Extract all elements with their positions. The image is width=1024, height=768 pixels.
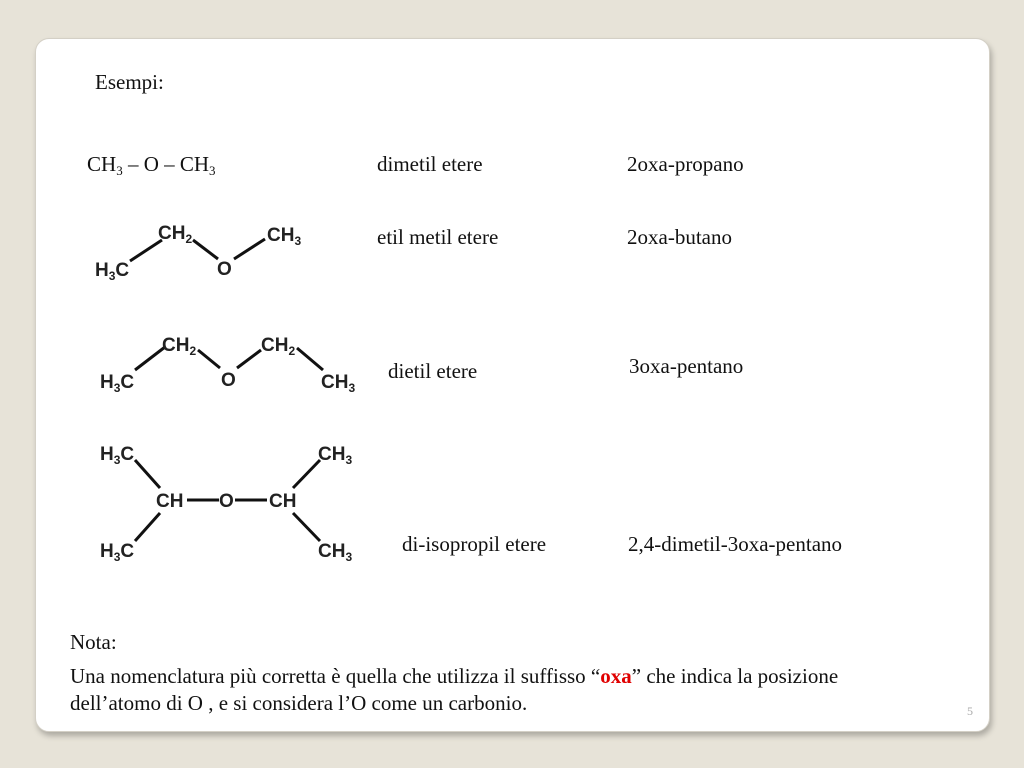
ch3-label: $CH_3$: [318, 444, 353, 467]
h3c-label: $H_3C$: [100, 372, 135, 395]
ch3-label: $CH_3$: [321, 372, 356, 395]
ch-label: CH: [156, 491, 184, 512]
common-name: etil metil etere: [377, 225, 499, 249]
h3c-label: $H_3C$: [100, 444, 135, 467]
formula-subscript: 3: [209, 163, 216, 178]
ch3-label: $CH_3$: [267, 225, 302, 248]
h3c-label: $H_3C$: [95, 260, 130, 283]
formula-part: CH: [87, 152, 117, 176]
note-text-before: Una nomenclatura più corretta è quella che utilizza il suffisso “: [70, 664, 601, 688]
note-text: [70, 663, 930, 718]
common-name: dietil etere: [388, 359, 478, 383]
note-highlight: oxa: [600, 664, 632, 688]
oxygen-label: O: [219, 491, 234, 512]
ch2-label: $CH_2$: [261, 335, 296, 358]
note-label: Nota:: [70, 630, 117, 654]
iupac-name: 2,4-dimetil-3oxa-pentano: [628, 532, 843, 556]
diisopropyl-ether-structure: [95, 438, 365, 568]
ch-label: CH: [269, 491, 297, 512]
common-name: di-isopropil etere: [402, 532, 547, 556]
ch3-label: $CH_3$: [318, 541, 353, 564]
note-text-after: ” che indica la posizione dell’atomo di O , e si considera l’O come un carbonio.: [70, 664, 839, 716]
common-name: dimetil etere: [377, 152, 483, 176]
oxygen-label: O: [221, 370, 236, 391]
iupac-name: 2oxa-propano: [627, 152, 744, 176]
formula-part: – O – CH: [122, 152, 210, 176]
formula-dimethyl-ether: [87, 152, 216, 179]
h3c-label: $H_3C$: [100, 541, 135, 564]
page-number: 5: [967, 704, 973, 718]
ch2-label: $CH_2$: [162, 335, 197, 358]
ethyl-methyl-ether-structure: [90, 215, 320, 290]
diethyl-ether-structure: [95, 330, 365, 395]
iupac-name: 2oxa-butano: [627, 225, 732, 249]
iupac-name: 3oxa-pentano: [629, 354, 744, 378]
heading: Esempi:: [95, 70, 164, 94]
oxygen-label: O: [217, 259, 232, 280]
formula-subscript: 3: [116, 163, 123, 178]
ch2-label: $CH_2$: [158, 223, 193, 246]
